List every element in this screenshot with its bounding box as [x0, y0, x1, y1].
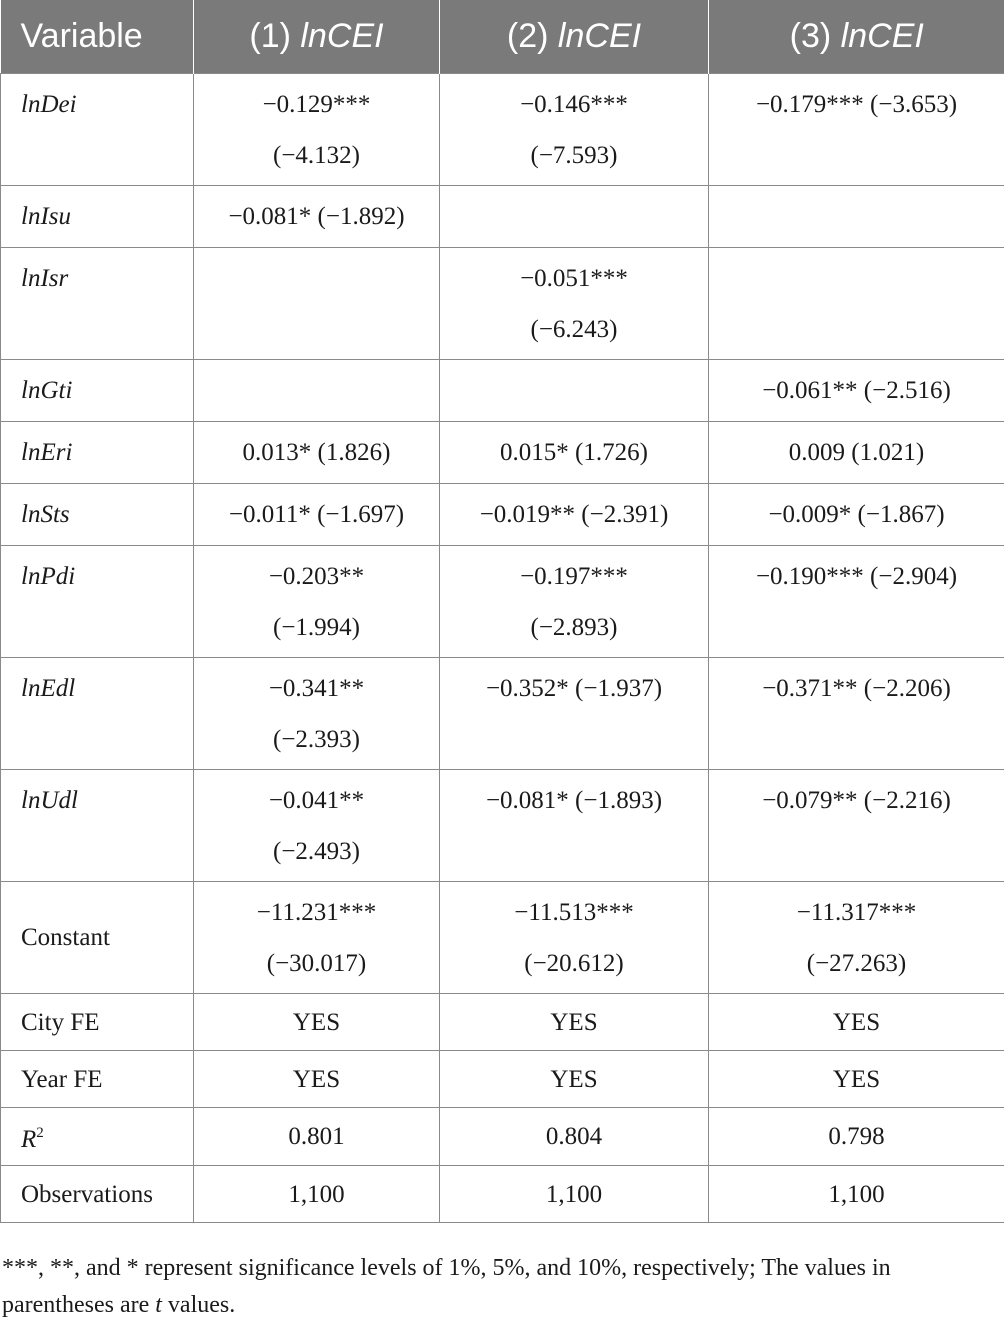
cell-col-1 — [194, 248, 440, 360]
header-col-1-prefix: (1) — [249, 17, 301, 55]
coef: −0.371** (−2.206) — [762, 675, 951, 702]
header-col-1 — [194, 0, 440, 74]
coef: −0.011* (−1.697) — [228, 501, 405, 528]
coef: −0.146*** — [520, 91, 628, 118]
coef: −0.019** (−2.391) — [479, 501, 669, 528]
row-label: Constant — [1, 882, 194, 994]
header-col-3 — [709, 0, 1004, 74]
table-row-lnsts — [1, 484, 1004, 546]
t-stat: (−2.393) — [273, 726, 360, 753]
cell-col-3 — [709, 186, 1004, 248]
row-label: City FE — [1, 994, 194, 1051]
t-stat: (−30.017) — [266, 950, 367, 977]
t-stat: (−20.612) — [524, 950, 624, 977]
row-label: lnUdl — [1, 770, 194, 882]
table-footnote — [2, 1250, 1002, 1324]
cell-col-2 — [440, 484, 709, 546]
cell-col-3: 1,100 — [709, 1166, 1004, 1223]
cell-col-2 — [440, 882, 709, 994]
row-label: lnEri — [1, 422, 194, 484]
cell-col-1: YES — [194, 1051, 440, 1108]
cell-col-3 — [709, 770, 1004, 882]
cell-col-2: 0.804 — [440, 1108, 709, 1166]
coef: −0.081* (−1.892) — [228, 203, 405, 230]
cell-col-1: 1,100 — [194, 1166, 440, 1223]
table-row-lnedl — [1, 658, 1004, 770]
cell-col-3 — [709, 74, 1004, 186]
table-row-year-fe — [1, 1051, 1004, 1108]
t-stat: (−1.994) — [273, 614, 360, 641]
cell-col-2 — [440, 658, 709, 770]
row-label: lnIsr — [1, 248, 194, 360]
coef: −0.129*** — [262, 91, 371, 118]
coef: −0.190*** (−2.904) — [755, 563, 958, 590]
table-row-lnudl — [1, 770, 1004, 882]
coef: −0.081* (−1.893) — [485, 787, 663, 814]
r2-label: R — [21, 1126, 37, 1153]
footnote-t-symbol: t — [155, 1292, 162, 1318]
t-stat: (−2.893) — [530, 614, 618, 641]
cell-col-2: YES — [440, 994, 709, 1051]
row-label: lnSts — [1, 484, 194, 546]
coef: −0.041** — [268, 787, 365, 814]
t-stat: (−7.593) — [530, 142, 618, 169]
cell-col-1 — [194, 546, 440, 658]
header-col-2-prefix: (2) — [506, 17, 558, 55]
header-col-3-prefix: (3) — [789, 17, 841, 55]
table-row-lngti — [1, 360, 1004, 422]
coef: −0.197*** — [520, 563, 628, 590]
row-label — [1, 1108, 194, 1166]
table-row-lnisr — [1, 248, 1004, 360]
cell-col-2 — [440, 248, 709, 360]
coef: −0.203** — [268, 563, 365, 590]
cell-col-1 — [194, 186, 440, 248]
table-row-city-fe — [1, 994, 1004, 1051]
cell-col-3 — [709, 546, 1004, 658]
cell-col-3: 0.798 — [709, 1108, 1004, 1166]
coef: −0.352* (−1.937) — [485, 675, 663, 702]
header-col-2-dv: lnCEI — [557, 17, 642, 55]
header-col-2 — [440, 0, 709, 74]
cell-col-1: YES — [194, 994, 440, 1051]
cell-col-3: YES — [709, 1051, 1004, 1108]
header-variable: Variable — [1, 0, 194, 74]
cell-col-1: 0.801 — [194, 1108, 440, 1166]
coef: 0.009 (1.021) — [788, 439, 925, 466]
cell-col-1 — [194, 360, 440, 422]
t-stat: (−27.263) — [806, 950, 907, 977]
footnote-text-end: values. — [161, 1292, 236, 1318]
cell-col-3 — [709, 882, 1004, 994]
coef: −11.513*** — [514, 899, 634, 926]
row-label: lnEdl — [1, 658, 194, 770]
r2-superscript: 2 — [36, 1125, 44, 1141]
cell-col-3 — [709, 422, 1004, 484]
coef: 0.013* (1.826) — [242, 439, 391, 466]
t-stat: (−2.493) — [273, 838, 360, 865]
table-row-lneri — [1, 422, 1004, 484]
row-label: lnGti — [1, 360, 194, 422]
table-row-lnisu — [1, 186, 1004, 248]
footnote-text: ***, **, and * represent significance levels of 1%, 5%, and 10%, respectively; The values in parentheses are — [2, 1255, 891, 1318]
cell-col-2 — [440, 74, 709, 186]
cell-col-2: 1,100 — [440, 1166, 709, 1223]
coef: −11.231*** — [256, 899, 377, 926]
cell-col-1 — [194, 484, 440, 546]
table-row-constant — [1, 882, 1004, 994]
coef: −0.009* (−1.867) — [768, 501, 945, 528]
cell-col-1 — [194, 422, 440, 484]
t-stat: (−6.243) — [530, 316, 618, 343]
cell-col-3 — [709, 360, 1004, 422]
coef: −0.079** (−2.216) — [762, 787, 951, 814]
coef: −0.061** (−2.516) — [762, 377, 951, 404]
cell-col-1 — [194, 882, 440, 994]
coef: −0.051*** — [520, 265, 628, 292]
cell-col-2: YES — [440, 1051, 709, 1108]
cell-col-2 — [440, 186, 709, 248]
table-row-r2 — [1, 1108, 1004, 1166]
cell-col-2 — [440, 546, 709, 658]
coef: 0.015* (1.726) — [500, 439, 648, 466]
cell-col-1 — [194, 74, 440, 186]
t-stat: (−4.132) — [273, 142, 360, 169]
cell-col-3 — [709, 248, 1004, 360]
row-label: lnIsu — [1, 186, 194, 248]
row-label: lnPdi — [1, 546, 194, 658]
table-row-observations — [1, 1166, 1004, 1223]
coef: −11.317*** — [796, 899, 917, 926]
cell-col-2 — [440, 422, 709, 484]
cell-col-2 — [440, 360, 709, 422]
table-row-lnpdi — [1, 546, 1004, 658]
header-col-3-dv: lnCEI — [840, 17, 924, 55]
cell-col-1 — [194, 770, 440, 882]
cell-col-3: YES — [709, 994, 1004, 1051]
coef: −0.179*** (−3.653) — [755, 91, 958, 118]
row-label: Observations — [1, 1166, 194, 1223]
cell-col-3 — [709, 484, 1004, 546]
row-label: lnDei — [1, 74, 194, 186]
coef: −0.341** — [268, 675, 365, 702]
row-label: Year FE — [1, 1051, 194, 1108]
table-row-lndei — [1, 74, 1004, 186]
cell-col-2 — [440, 770, 709, 882]
header-row — [1, 0, 1004, 74]
cell-col-3 — [709, 658, 1004, 770]
cell-col-1 — [194, 658, 440, 770]
header-col-1-dv: lnCEI — [300, 17, 384, 55]
